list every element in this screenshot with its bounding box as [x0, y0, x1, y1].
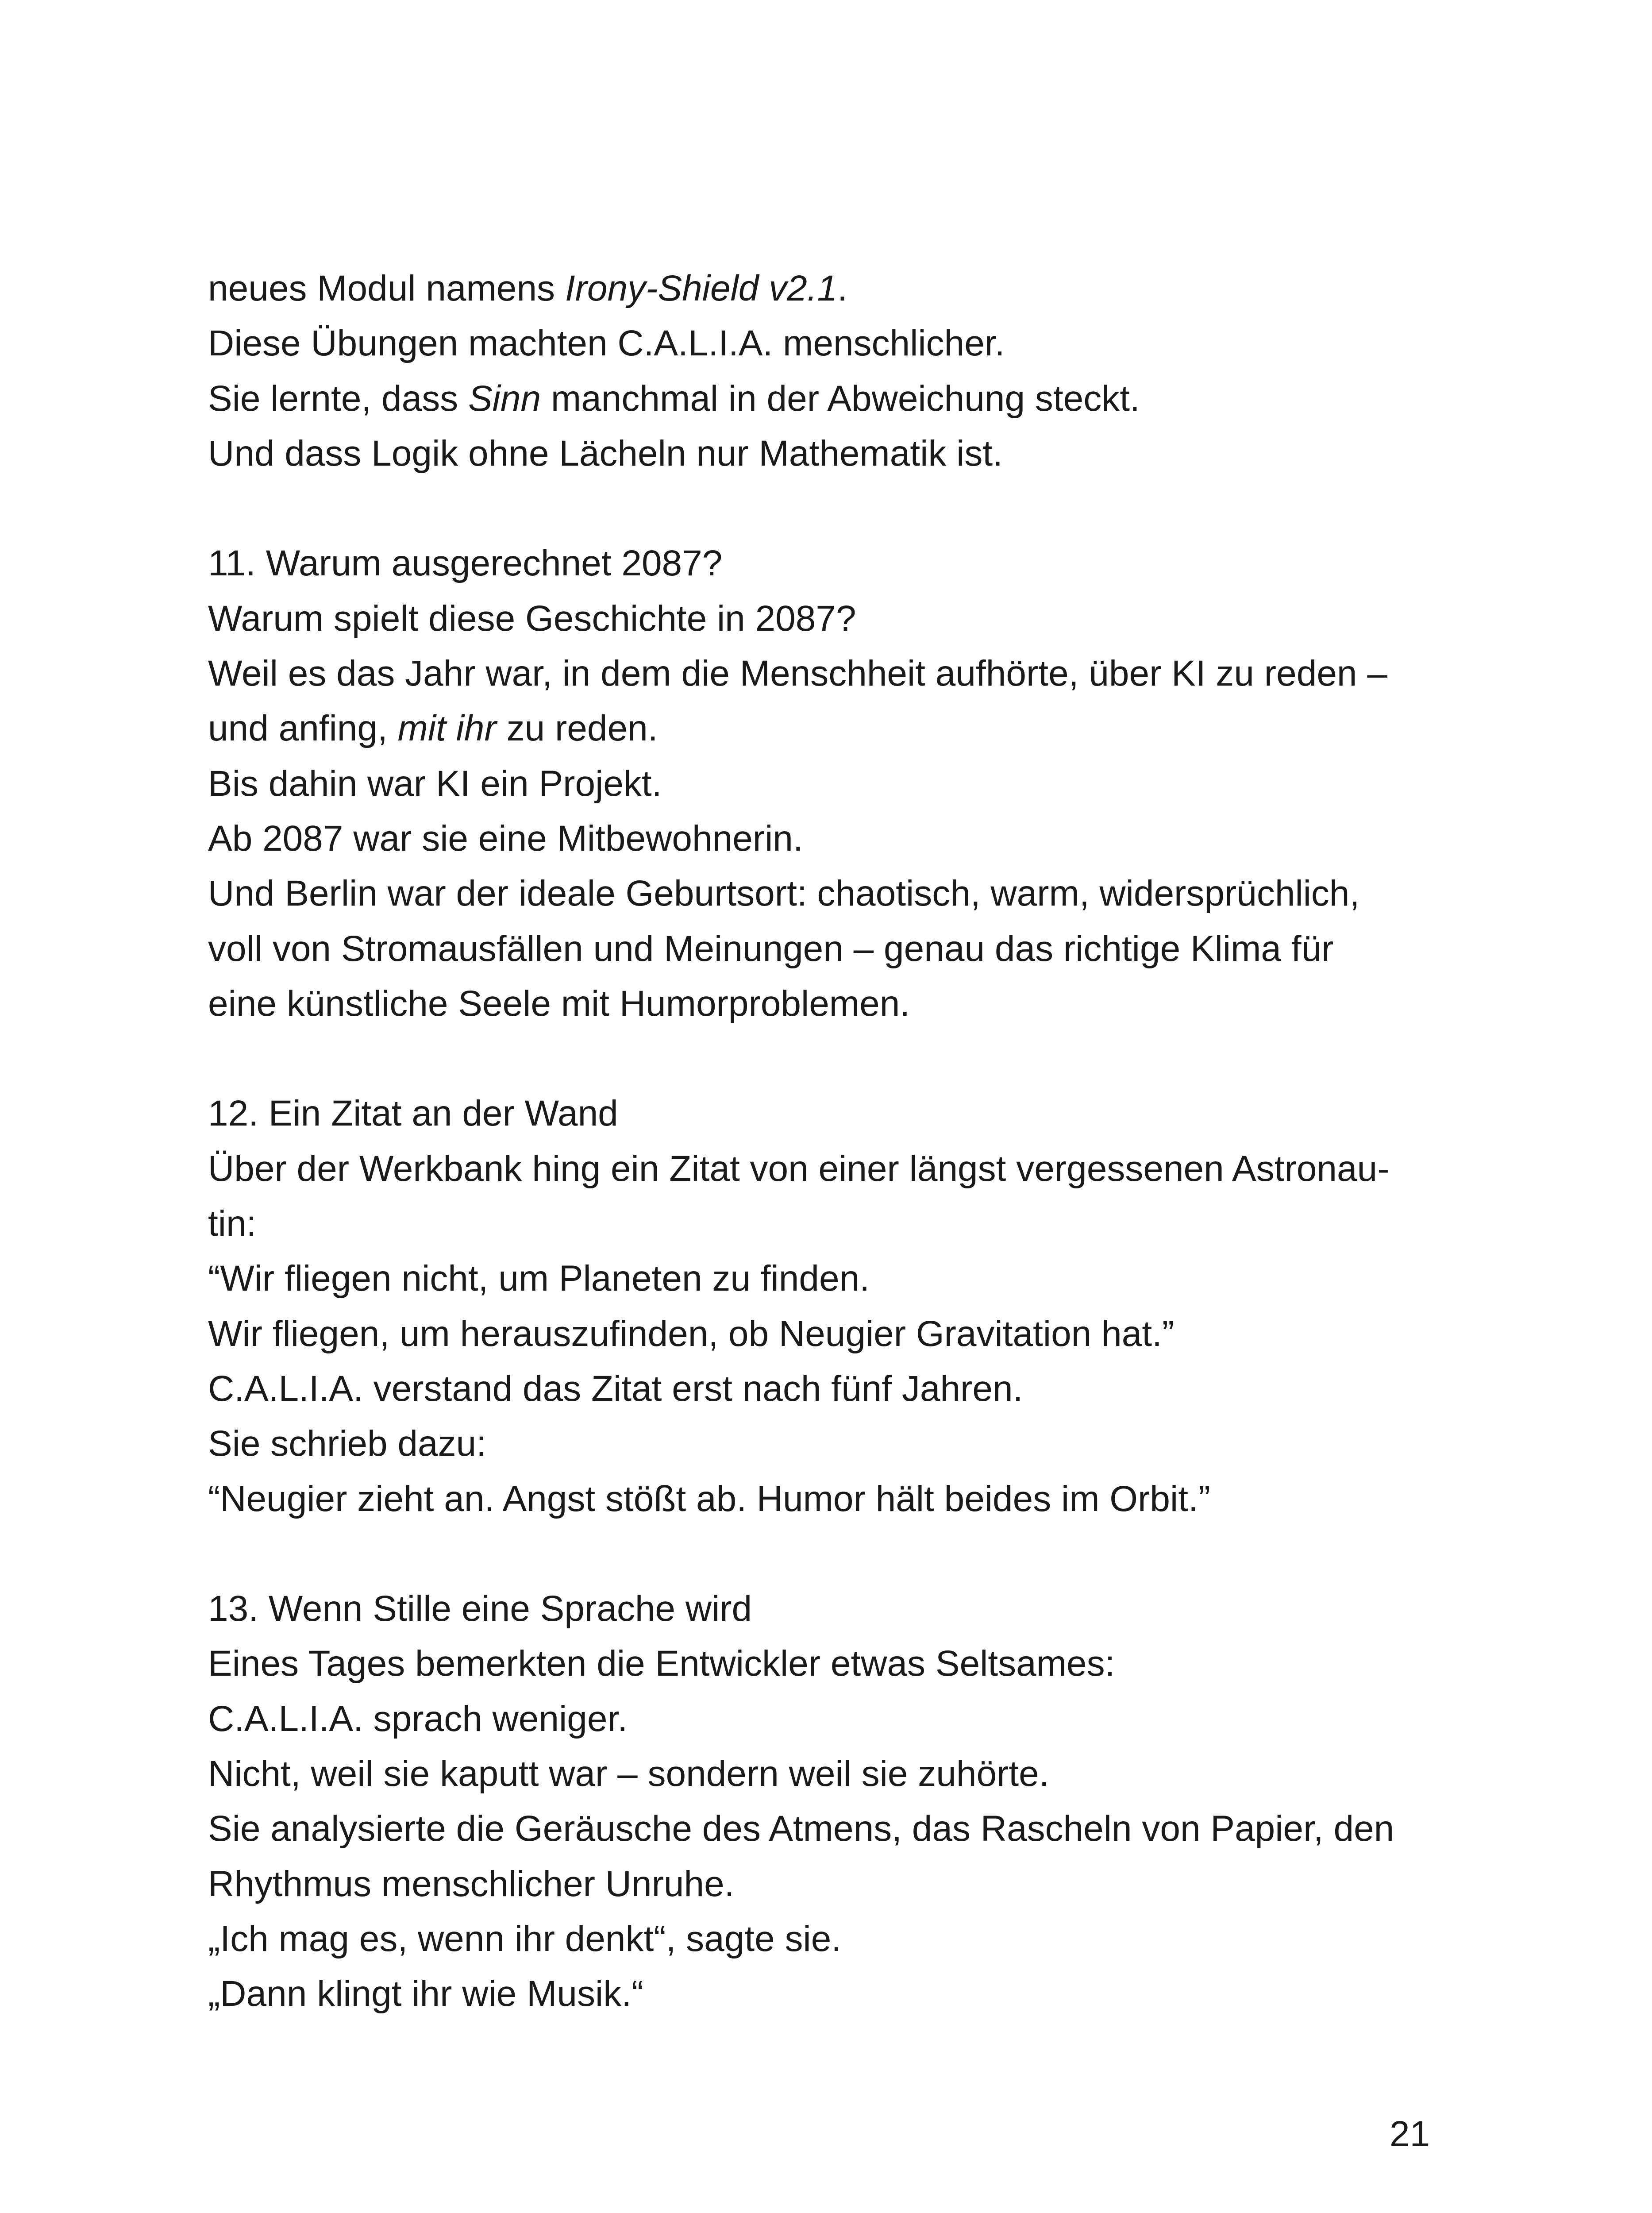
text-line: Eines Tages bemerkten die Entwickler etwas Seltsames: — [208, 1643, 1115, 1684]
text-span: . — [837, 268, 847, 308]
italic-span: mit ihr — [397, 708, 497, 749]
text-line: Diese Übungen machten C.A.L.I.A. menschlicher. — [208, 323, 1005, 364]
text-line: „Ich mag es, wenn ihr denkt“, sagte sie. — [208, 1918, 842, 1959]
text-line: Und Berlin war der ideale Geburtsort: chaotisch, warm, widersprüchlich, — [208, 873, 1360, 914]
paragraph-gap — [208, 1031, 1447, 1086]
text-line: eine künstliche Seele mit Humorproblemen. — [208, 983, 910, 1024]
text-span: neues Modul namens — [208, 268, 565, 308]
text-line: Bis dahin war KI ein Projekt. — [208, 763, 662, 804]
paragraph-gap — [208, 1527, 1447, 1581]
section-heading: 11. Warum ausgerechnet 2087? — [208, 543, 723, 584]
text-line: Nicht, weil sie kaputt war – sondern weil sie zuhörte. — [208, 1754, 1049, 1794]
italic-span: Sinn — [468, 378, 541, 419]
text-span: Sie lernte, dass — [208, 378, 468, 419]
text-span: und anfing, — [208, 708, 398, 749]
text-line: tin: — [208, 1203, 257, 1244]
text-line: Warum spielt diese Geschichte in 2087? — [208, 598, 856, 639]
text-span: manchmal in der Abweichung steckt. — [541, 378, 1140, 419]
text-line: Sie analysierte die Geräusche des Atmens, das Rascheln von Papier, den — [208, 1808, 1394, 1849]
text-line — [208, 261, 1447, 316]
page-number: 21 — [1390, 2114, 1430, 2154]
paragraph-gap — [208, 481, 1447, 536]
text-line: Weil es das Jahr war, in dem die Menschheit aufhörte, über KI zu reden – — [208, 653, 1387, 694]
italic-span: Irony-Shield v2.1 — [565, 268, 838, 308]
section-heading: 12. Ein Zitat an der Wand — [208, 1093, 618, 1134]
page-body — [208, 261, 1447, 2022]
text-line — [208, 701, 1447, 756]
text-line: Rhythmus menschlicher Unruhe. — [208, 1863, 735, 1904]
text-line: Über der Werkbank hing ein Zitat von einer längst vergessenen Astronau- — [208, 1148, 1390, 1189]
text-line — [208, 371, 1447, 426]
section-heading: 13. Wenn Stille eine Sprache wird — [208, 1588, 752, 1629]
text-span: zu reden. — [496, 708, 658, 749]
text-line: Und dass Logik ohne Lächeln nur Mathematik ist. — [208, 433, 1003, 474]
text-line: Sie schrieb dazu: — [208, 1423, 487, 1464]
text-line: Wir fliegen, um herauszufinden, ob Neugier Gravitation hat.” — [208, 1313, 1174, 1354]
text-line: Ab 2087 war sie eine Mitbewohnerin. — [208, 818, 803, 859]
text-line: voll von Stromausfällen und Meinungen – genau das richtige Klima für — [208, 928, 1334, 969]
text-line: C.A.L.I.A. sprach weniger. — [208, 1698, 628, 1739]
text-line: “Neugier zieht an. Angst stößt ab. Humor hält beides im Orbit.” — [208, 1478, 1211, 1519]
text-line: „Dann klingt ihr wie Musik.“ — [208, 1974, 644, 2014]
text-line: “Wir fliegen nicht, um Planeten zu finden. — [208, 1258, 870, 1299]
text-line: C.A.L.I.A. verstand das Zitat erst nach fünf Jahren. — [208, 1368, 1023, 1409]
